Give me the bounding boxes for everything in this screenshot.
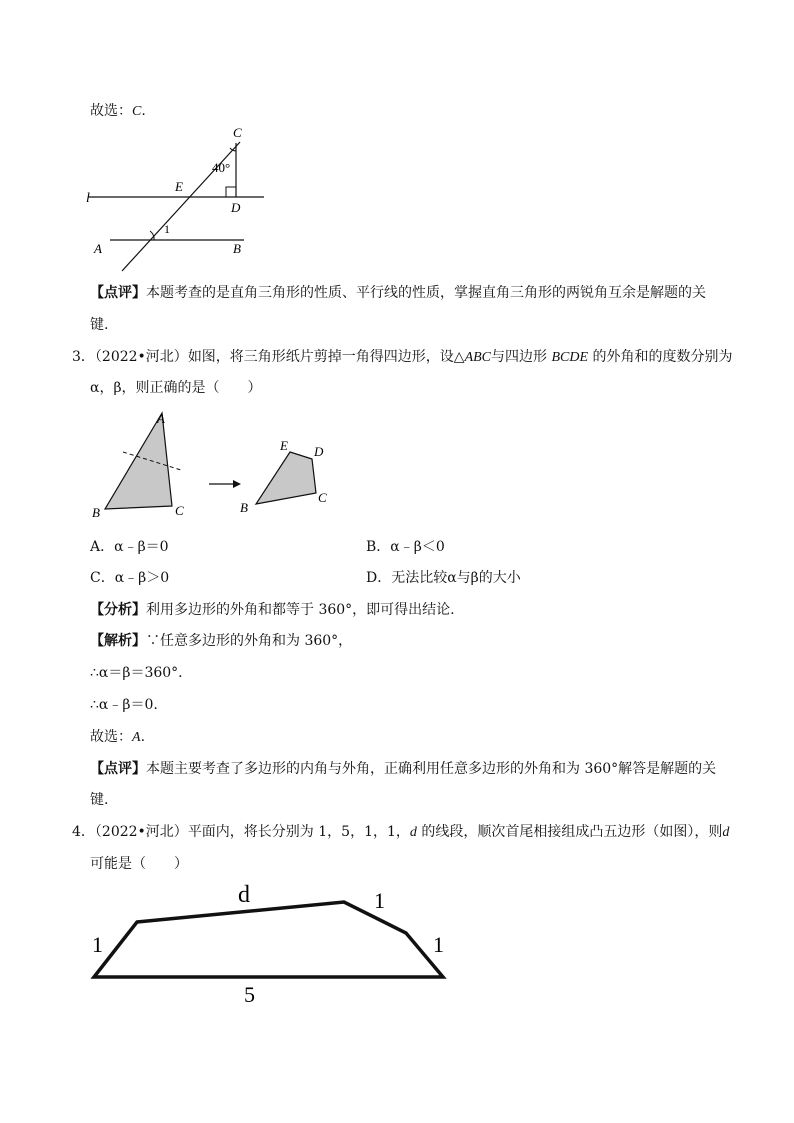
q3-analysis: [90, 601, 455, 619]
label-d: D: [231, 200, 241, 215]
q3-option-c[interactable]: C．α﹣β＞0: [90, 570, 170, 586]
answer-letter: C: [132, 104, 142, 119]
q3-stem-text-a: 如图，将三角形纸片剪掉一角得四边形，设△: [187, 349, 465, 365]
label-c2: C: [318, 490, 327, 505]
label-c: C: [233, 125, 242, 140]
q4-d-var: d: [409, 825, 417, 840]
label-b: B: [92, 505, 100, 520]
solution-text: ∵任意多边形的外角和为 360°，: [146, 633, 353, 649]
triangle-abc: [105, 413, 172, 509]
q3-stem-text-b: 与四边形: [491, 349, 552, 365]
answer-line-prev: [90, 102, 146, 121]
answer-letter: A: [132, 730, 141, 745]
label-angle-1: 1: [164, 222, 170, 236]
comment-tag: 【点评】: [90, 761, 146, 777]
q3-stem-line2: α，β，则正确的是（ ）: [90, 380, 262, 396]
label-1-left: 1: [92, 932, 103, 957]
label-e: E: [280, 438, 288, 453]
q3-solution-line1: [90, 632, 352, 650]
answer-suffix: .: [141, 103, 146, 119]
arrow-head: [233, 480, 241, 488]
q3-abc: ABC: [464, 350, 492, 365]
label-d: D: [314, 444, 324, 459]
label-a: A: [94, 241, 102, 256]
comment-prev-line2: 键.: [90, 317, 109, 333]
q4-d-var-2: d: [722, 825, 730, 840]
q3-stem-line1: [72, 348, 733, 367]
convex-pentagon: [94, 902, 443, 977]
label-5: 5: [244, 982, 255, 1007]
q3-source: （2022•河北）: [94, 349, 188, 365]
label-40-degrees: 40°: [212, 160, 231, 175]
q4-stem-line2: 可能是（ ）: [90, 856, 188, 872]
comment-text: 本题考查的是直角三角形的性质、平行线的性质，掌握直角三角形的两锐角互余是解题的关: [146, 285, 706, 301]
label-d: d: [238, 882, 250, 908]
label-l: l: [86, 191, 90, 206]
answer-suffix: .: [140, 729, 146, 745]
comment-prev-line1: [90, 284, 706, 302]
solution-tag: 【解析】: [90, 633, 146, 649]
q3-number: 3．: [72, 349, 95, 365]
label-1-top-right: 1: [374, 888, 385, 913]
triangle-cut-figure: [85, 408, 375, 523]
label-b2: B: [240, 500, 248, 515]
comment-tag: 【点评】: [90, 285, 146, 301]
answer-prefix: 故选：: [90, 103, 132, 119]
q3-solution-line2: ∴α＝β＝360°.: [90, 665, 183, 681]
q3-option-a[interactable]: A．α﹣β＝0: [90, 539, 169, 555]
analysis-tag: 【分析】: [90, 602, 146, 618]
q4-stem-line1: [72, 823, 729, 842]
q4-stem-text-a: 平面内，将长分别为 1，5，1，1，: [187, 824, 410, 840]
comment-text: 本题主要考查了多边形的内角与外角，正确利用任意多边形的外角和为 360°解答是解题的关: [146, 761, 717, 777]
q4-source: （2022•河北）: [94, 824, 188, 840]
quadrilateral-bcde: [256, 452, 316, 504]
label-e: E: [175, 179, 183, 194]
q4-number: 4．: [72, 824, 95, 840]
label-b: B: [233, 241, 241, 256]
label-c: C: [175, 503, 184, 518]
pentagon-figure: [80, 870, 460, 1015]
q3-comment-line1: [90, 760, 716, 778]
q3-option-d[interactable]: D．无法比较α与β的大小: [366, 570, 521, 586]
label-a: A: [157, 411, 165, 426]
q3-comment-line2: 键.: [90, 792, 109, 808]
q3-option-b[interactable]: B．α﹣β＜0: [366, 539, 445, 555]
q3-bcde: BCDE: [551, 350, 589, 365]
label-1-right: 1: [433, 932, 444, 957]
q4-stem-text-b: 的线段，顺次首尾相接组成凸五边形（如图），则: [416, 824, 723, 840]
analysis-text: 利用多边形的外角和都等于 360°，即可得出结论.: [146, 602, 455, 618]
q3-stem-text-c: 的外角和的度数分别为: [588, 349, 733, 365]
answer-prefix: 故选：: [90, 729, 132, 745]
parallel-lines-figure: [80, 120, 280, 280]
q3-solution-line3: ∴α﹣β＝0.: [90, 697, 158, 713]
q3-answer-line: [90, 728, 145, 747]
right-angle-mark: [226, 187, 236, 197]
